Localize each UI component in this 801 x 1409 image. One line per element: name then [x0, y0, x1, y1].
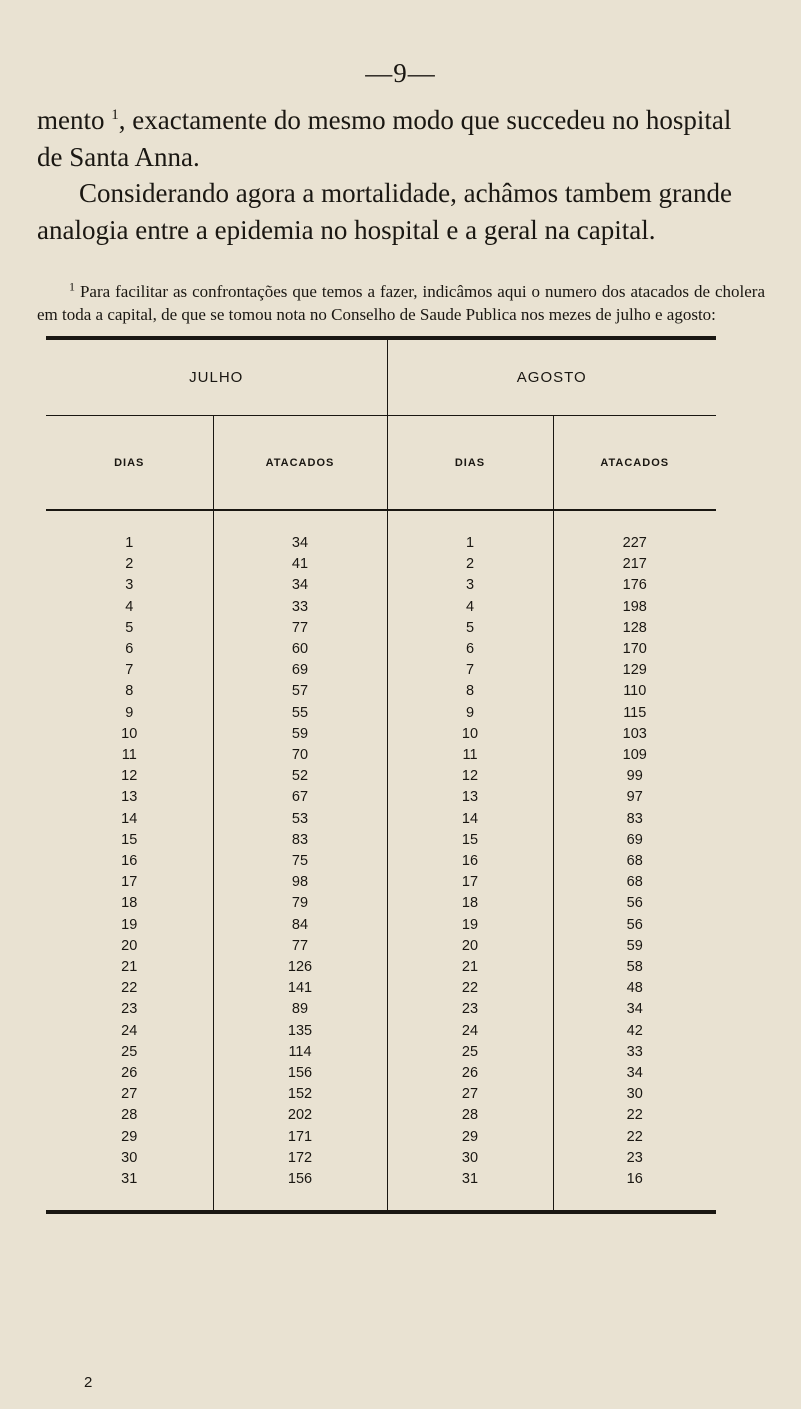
julho-day-cell: 14	[121, 810, 138, 827]
julho-day-cell: 5	[125, 619, 134, 636]
agosto-day-cell: 9	[387, 703, 553, 724]
julho-day-cell: 3	[125, 577, 134, 594]
agosto-day-cell: 24	[387, 1021, 553, 1042]
column-header-agosto-atacados: ATACADOS	[553, 416, 716, 511]
agosto-day-cell: 6	[387, 639, 553, 660]
agosto-day-cell: 10	[387, 724, 553, 745]
julho-atacados-cell: 70	[213, 745, 387, 766]
julho-atacados-cell: 98	[213, 872, 387, 893]
agosto-atacados-cell: 22	[553, 1127, 716, 1148]
agosto-day-cell: 25	[387, 1042, 553, 1063]
agosto-day-cell: 20	[387, 936, 553, 957]
table-row	[46, 745, 716, 766]
agosto-atacados-cell: 110	[553, 681, 716, 702]
julho-day-cell: 24	[121, 1022, 138, 1039]
julho-atacados-cell: 156	[213, 1063, 387, 1084]
table-row	[46, 724, 716, 745]
agosto-atacados-cell: 22	[553, 1105, 716, 1126]
julho-atacados-cell: 83	[213, 830, 387, 851]
column-header-julho-atacados: ATACADOS	[213, 416, 387, 511]
agosto-atacados-cell: 115	[553, 703, 716, 724]
agosto-atacados-cell: 83	[553, 809, 716, 830]
table-row	[46, 766, 716, 787]
julho-day-cell: 15	[121, 831, 138, 848]
table-row	[46, 597, 716, 618]
agosto-day-cell: 3	[387, 575, 553, 596]
table-row	[46, 978, 716, 999]
julho-atacados-cell: 53	[213, 809, 387, 830]
julho-day-cell: 13	[121, 789, 138, 806]
table-row	[46, 1063, 716, 1084]
table-row	[46, 1169, 716, 1210]
column-header-julho-dias: DIAS	[46, 416, 213, 511]
agosto-day-cell: 28	[387, 1105, 553, 1126]
paragraph-2: Considerando agora a mortalidade, achâmos tambem grande analogia entre a epidemia no hospital e a geral na capital.	[37, 178, 733, 245]
agosto-day-cell: 4	[387, 597, 553, 618]
agosto-day-cell: 26	[387, 1063, 553, 1084]
julho-atacados-cell: 52	[213, 766, 387, 787]
julho-day-cell: 28	[121, 1107, 138, 1124]
table-row	[46, 893, 716, 914]
agosto-day-cell: 16	[387, 851, 553, 872]
agosto-atacados-cell: 217	[553, 554, 716, 575]
julho-day-cell: 18	[121, 895, 138, 912]
agosto-atacados-cell: 99	[553, 766, 716, 787]
julho-atacados-cell: 34	[213, 510, 387, 554]
agosto-atacados-cell: 129	[553, 660, 716, 681]
agosto-day-cell: 8	[387, 681, 553, 702]
julho-day-cell: 2	[125, 556, 134, 573]
agosto-day-cell: 13	[387, 787, 553, 808]
agosto-day-cell: 30	[387, 1148, 553, 1169]
julho-day-cell: 29	[121, 1128, 138, 1145]
agosto-atacados-cell: 56	[553, 915, 716, 936]
table-row	[46, 554, 716, 575]
julho-day-cell: 6	[125, 641, 134, 658]
table-row	[46, 510, 716, 554]
julho-day-cell: 22	[121, 980, 138, 997]
julho-atacados-cell: 141	[213, 978, 387, 999]
julho-atacados-cell: 77	[213, 618, 387, 639]
julho-atacados-cell: 41	[213, 554, 387, 575]
julho-day-cell: 17	[121, 874, 138, 891]
agosto-atacados-cell: 34	[553, 1063, 716, 1084]
table-row	[46, 787, 716, 808]
table-row	[46, 809, 716, 830]
table-row	[46, 1105, 716, 1126]
agosto-day-cell: 12	[387, 766, 553, 787]
julho-day-cell: 12	[121, 768, 138, 785]
julho-day-cell: 20	[121, 937, 138, 954]
julho-day-cell: 11	[121, 747, 137, 764]
footnote-reference: 1	[111, 107, 119, 123]
agosto-day-cell: 23	[387, 999, 553, 1020]
column-header-agosto-dias: DIAS	[387, 416, 553, 511]
table-row	[46, 1148, 716, 1169]
agosto-day-cell: 5	[387, 618, 553, 639]
agosto-atacados-cell: 34	[553, 999, 716, 1020]
table-row	[46, 575, 716, 596]
julho-atacados-cell: 126	[213, 957, 387, 978]
agosto-day-cell: 14	[387, 809, 553, 830]
julho-atacados-cell: 33	[213, 597, 387, 618]
julho-atacados-cell: 67	[213, 787, 387, 808]
page-number: —9—	[365, 58, 436, 88]
agosto-atacados-cell: 68	[553, 872, 716, 893]
julho-atacados-cell: 79	[213, 893, 387, 914]
paragraph-1-rest: , exactamente do mesmo modo que succedeu no hospital de Santa Anna.	[37, 105, 732, 172]
julho-atacados-cell: 34	[213, 575, 387, 596]
julho-day-cell: 1	[125, 535, 134, 551]
agosto-day-cell: 11	[387, 745, 553, 766]
table-row	[46, 872, 716, 893]
table-row	[46, 618, 716, 639]
table-row	[46, 999, 716, 1020]
julho-day-cell: 31	[121, 1171, 138, 1188]
table-row	[46, 1084, 716, 1105]
month-header-agosto: AGOSTO	[387, 340, 716, 416]
julho-atacados-cell: 135	[213, 1021, 387, 1042]
agosto-day-cell: 31	[387, 1169, 553, 1210]
table-row	[46, 851, 716, 872]
agosto-atacados-cell: 56	[553, 893, 716, 914]
julho-atacados-cell: 59	[213, 724, 387, 745]
paragraph-1-prefix: mento	[37, 105, 105, 135]
table-row	[46, 703, 716, 724]
agosto-day-cell: 21	[387, 957, 553, 978]
agosto-atacados-cell: 68	[553, 851, 716, 872]
agosto-day-cell: 22	[387, 978, 553, 999]
agosto-atacados-cell: 30	[553, 1084, 716, 1105]
agosto-atacados-cell: 109	[553, 745, 716, 766]
month-header-julho: JULHO	[46, 340, 387, 416]
julho-day-cell: 8	[125, 683, 134, 700]
agosto-atacados-cell: 227	[553, 510, 716, 554]
footnote-marker: 1	[69, 279, 75, 294]
julho-atacados-cell: 57	[213, 681, 387, 702]
julho-atacados-cell: 60	[213, 639, 387, 660]
julho-day-cell: 4	[125, 598, 134, 615]
agosto-atacados-cell: 170	[553, 639, 716, 660]
julho-day-cell: 7	[125, 662, 134, 679]
footnote-text: Para facilitar as confrontações que temos a fazer, indicâmos aqui o numero dos atacados de cholera em toda a capital, de que se tomou nota no Conselho de Saude Publica nos mezes de julho e agosto:	[37, 282, 765, 324]
agosto-day-cell: 17	[387, 872, 553, 893]
agosto-atacados-cell: 97	[553, 787, 716, 808]
julho-day-cell: 9	[125, 704, 134, 721]
table-row	[46, 660, 716, 681]
agosto-day-cell: 18	[387, 893, 553, 914]
agosto-atacados-cell: 16	[553, 1169, 716, 1210]
signature-mark: 2	[84, 1374, 93, 1391]
agosto-day-cell: 1	[387, 510, 553, 554]
julho-day-cell: 27	[121, 1086, 138, 1103]
julho-atacados-cell: 152	[213, 1084, 387, 1105]
agosto-day-cell: 27	[387, 1084, 553, 1105]
julho-day-cell: 25	[121, 1043, 138, 1060]
agosto-atacados-cell: 33	[553, 1042, 716, 1063]
julho-atacados-cell: 114	[213, 1042, 387, 1063]
table-row	[46, 1127, 716, 1148]
julho-atacados-cell: 89	[213, 999, 387, 1020]
agosto-day-cell: 7	[387, 660, 553, 681]
julho-day-cell: 16	[121, 853, 138, 870]
julho-atacados-cell: 171	[213, 1127, 387, 1148]
julho-day-cell: 19	[121, 916, 138, 933]
julho-day-cell: 10	[121, 725, 138, 742]
agosto-atacados-cell: 23	[553, 1148, 716, 1169]
agosto-atacados-cell: 58	[553, 957, 716, 978]
cholera-cases-table	[46, 336, 716, 1214]
julho-atacados-cell: 156	[213, 1169, 387, 1210]
agosto-atacados-cell: 103	[553, 724, 716, 745]
table-row	[46, 830, 716, 851]
agosto-atacados-cell: 198	[553, 597, 716, 618]
julho-atacados-cell: 172	[213, 1148, 387, 1169]
agosto-atacados-cell: 42	[553, 1021, 716, 1042]
julho-day-cell: 21	[121, 959, 138, 976]
agosto-day-cell: 19	[387, 915, 553, 936]
agosto-atacados-cell: 128	[553, 618, 716, 639]
julho-day-cell: 30	[121, 1149, 138, 1166]
julho-atacados-cell: 55	[213, 703, 387, 724]
julho-atacados-cell: 84	[213, 915, 387, 936]
footnote	[37, 281, 765, 326]
body-text	[37, 102, 762, 248]
table-row	[46, 1021, 716, 1042]
table-row	[46, 639, 716, 660]
table-row	[46, 936, 716, 957]
julho-atacados-cell: 202	[213, 1105, 387, 1126]
julho-atacados-cell: 77	[213, 936, 387, 957]
agosto-atacados-cell: 59	[553, 936, 716, 957]
julho-atacados-cell: 75	[213, 851, 387, 872]
table-row	[46, 915, 716, 936]
table-row	[46, 1042, 716, 1063]
agosto-day-cell: 2	[387, 554, 553, 575]
julho-day-cell: 26	[121, 1065, 138, 1082]
agosto-atacados-cell: 69	[553, 830, 716, 851]
agosto-day-cell: 15	[387, 830, 553, 851]
julho-atacados-cell: 69	[213, 660, 387, 681]
agosto-atacados-cell: 48	[553, 978, 716, 999]
agosto-atacados-cell: 176	[553, 575, 716, 596]
julho-day-cell: 23	[121, 1001, 138, 1018]
agosto-day-cell: 29	[387, 1127, 553, 1148]
table-row	[46, 957, 716, 978]
table-row	[46, 681, 716, 702]
paragraph-1	[37, 102, 762, 175]
